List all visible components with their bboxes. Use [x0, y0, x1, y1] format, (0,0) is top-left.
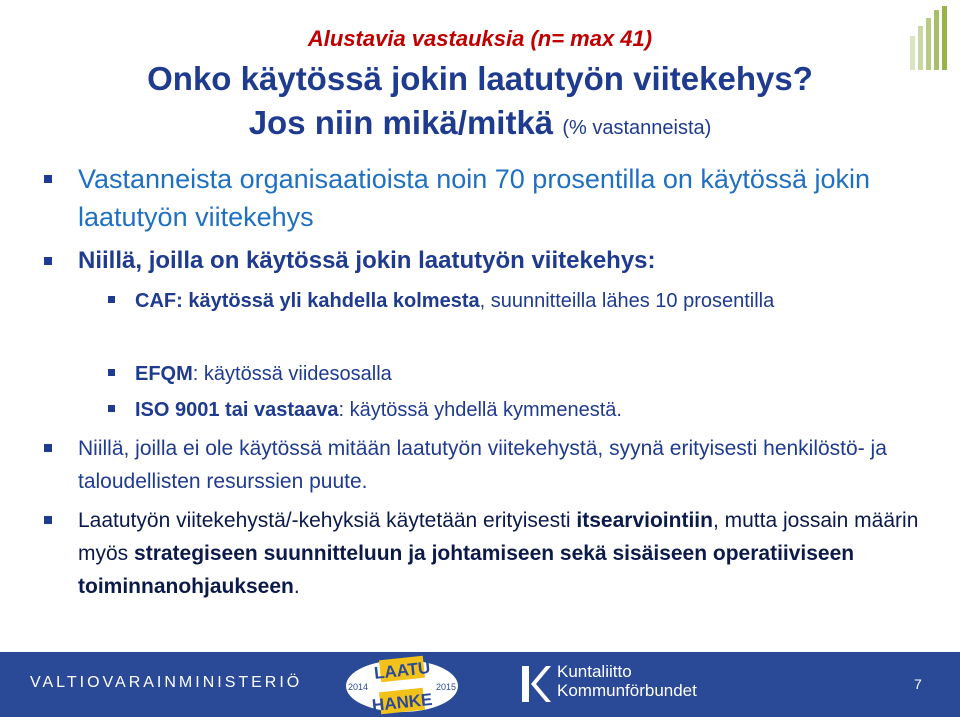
sub-bullet-iso [135, 395, 915, 425]
bullet-marker [44, 444, 52, 452]
b4-end: . [293, 575, 300, 598]
laatu-year-2: 2015 [435, 682, 457, 692]
b4-bold1: itsearviointiin [576, 509, 713, 532]
sub-bullet-efqm [135, 359, 915, 389]
bullet-marker [44, 175, 52, 183]
iso-rest: : käytössä yhdellä kymmenestä. [338, 399, 622, 421]
laatu-bottom-text: HANKE [371, 689, 434, 716]
sub-bullet-marker [108, 369, 115, 376]
sub-bullet-caf [135, 286, 915, 316]
slide-title: Onko käytössä jokin laatutyön viitekehys? [147, 60, 813, 97]
kuntaliitto-wordmark [557, 662, 697, 700]
ministry-name: VALTIOVARAINMINISTERIÖ [30, 674, 303, 691]
bullet-marker [44, 516, 52, 524]
bullet-text-3: Niillä, joilla ei ole käytössä mitään laatutyön viitekehystä, syynä erityisesti henkilöstö- ja taloudellisten resurssien puute. [78, 437, 887, 493]
sub-bullet-marker [108, 296, 115, 303]
b4-bold2: strategiseen suunnitteluun ja johtamiseen sekä sisäiseen operatiiviseen toiminnanohjaukseen [78, 542, 855, 598]
bullet-text-4 [78, 504, 958, 603]
efqm-label: EFQM [135, 363, 193, 385]
decorative-bars-icon [910, 6, 952, 76]
kunta-line1: Kuntaliitto [557, 662, 632, 681]
caf-rest: , suunnitteilla lähes 10 prosentilla [479, 290, 775, 312]
title-main: Jos niin mikä/mitkä [248, 104, 554, 141]
bullet-marker [44, 257, 52, 265]
bullet-text-1: Vastanneista organisaatioista noin 70 prosentilla on käytössä jokin laatutyön viitekehys [78, 164, 870, 232]
kunta-line2: Kommunförbundet [557, 681, 697, 700]
iso-label: ISO 9001 tai vastaava [135, 399, 339, 421]
sub-bullet-marker [108, 405, 115, 412]
laatu-year-1: 2014 [347, 682, 369, 692]
footer-bar [0, 652, 960, 717]
title-note: (% vastanneista) [562, 117, 712, 139]
efqm-rest: : käytössä viidesosalla [192, 363, 392, 385]
caf-label: CAF: [135, 290, 183, 312]
b4-part1: Laatutyön viitekehystä/-kehyksiä käytetään erityisesti [78, 509, 577, 532]
page-number: 7 [914, 676, 922, 692]
caf-bold: käytössä yli kahdella kolmesta [188, 290, 480, 312]
laatu-top-text: LAATU [373, 658, 432, 683]
bullet-text-2: Niillä, joilla on käytössä jokin laatutyön viitekehys: [78, 247, 656, 274]
b4-part2: , mutta jossain määrin myös [78, 509, 919, 565]
laatu-hanke-logo-icon [344, 654, 460, 716]
slide-title-line2 [0, 104, 960, 142]
kuntaliitto-logo-icon [520, 664, 552, 704]
slide-subtitle: Alustavia vastauksia (n= max 41) [307, 26, 653, 51]
